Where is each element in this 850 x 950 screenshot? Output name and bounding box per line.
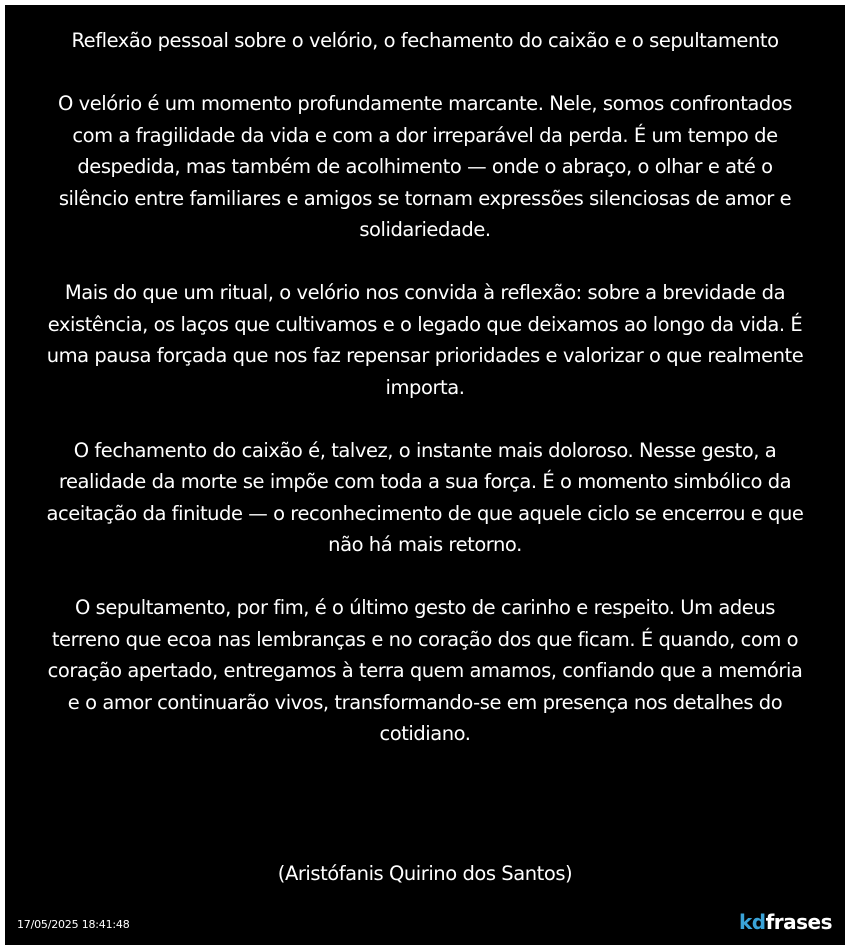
timestamp: 17/05/2025 18:41:48 [17, 918, 130, 931]
brand-logo[interactable] [739, 910, 832, 934]
quote-author: (Aristófanis Quirino dos Santos) [277, 862, 573, 885]
quote-card [5, 5, 845, 945]
quote-text: Reflexão pessoal sobre o velório, o fechamento do caixão e o sepultamento O velório é um momento profundamente marcante. Nele, somos confrontados com a fragilidade da vida e com a dor irreparável da perda. É um tempo de despedida, mas também de acolhimento — onde o abraço, o olhar e até o silêncio entre familiares e amigos se tornam expressões silenciosas de amor e solidariedade. Mais do que um ritual, o velório nos convida à reflexão: sobre a brevidade da existência, os laços que cultivamos e o legado que deixamos ao longo da vida. É uma pausa forçada que nos faz repensar prioridades e valorizar o que realmente importa. O fechamento do caixão é, talvez, o instante mais doloroso. Nesse gesto, a realidade da morte se impõe com toda a sua força. É o momento simbólico da aceitação da finitude — o reconhecimento de que aquele ciclo se encerrou e que não há mais retorno. O sepultamento, por fim, é o último gesto de carinho e respeito. Um adeus terreno que ecoa nas lembranças e no coração dos que ficam. É quando, com o coração apertado, entregamos à terra quem amamos, confiando que a memória e o amor continuarão vivos, transformando-se em presença nos detalhes do cotidiano. [46, 29, 804, 745]
brand-logo-suffix: frases [765, 910, 832, 934]
brand-logo-prefix: kd [738, 910, 766, 934]
